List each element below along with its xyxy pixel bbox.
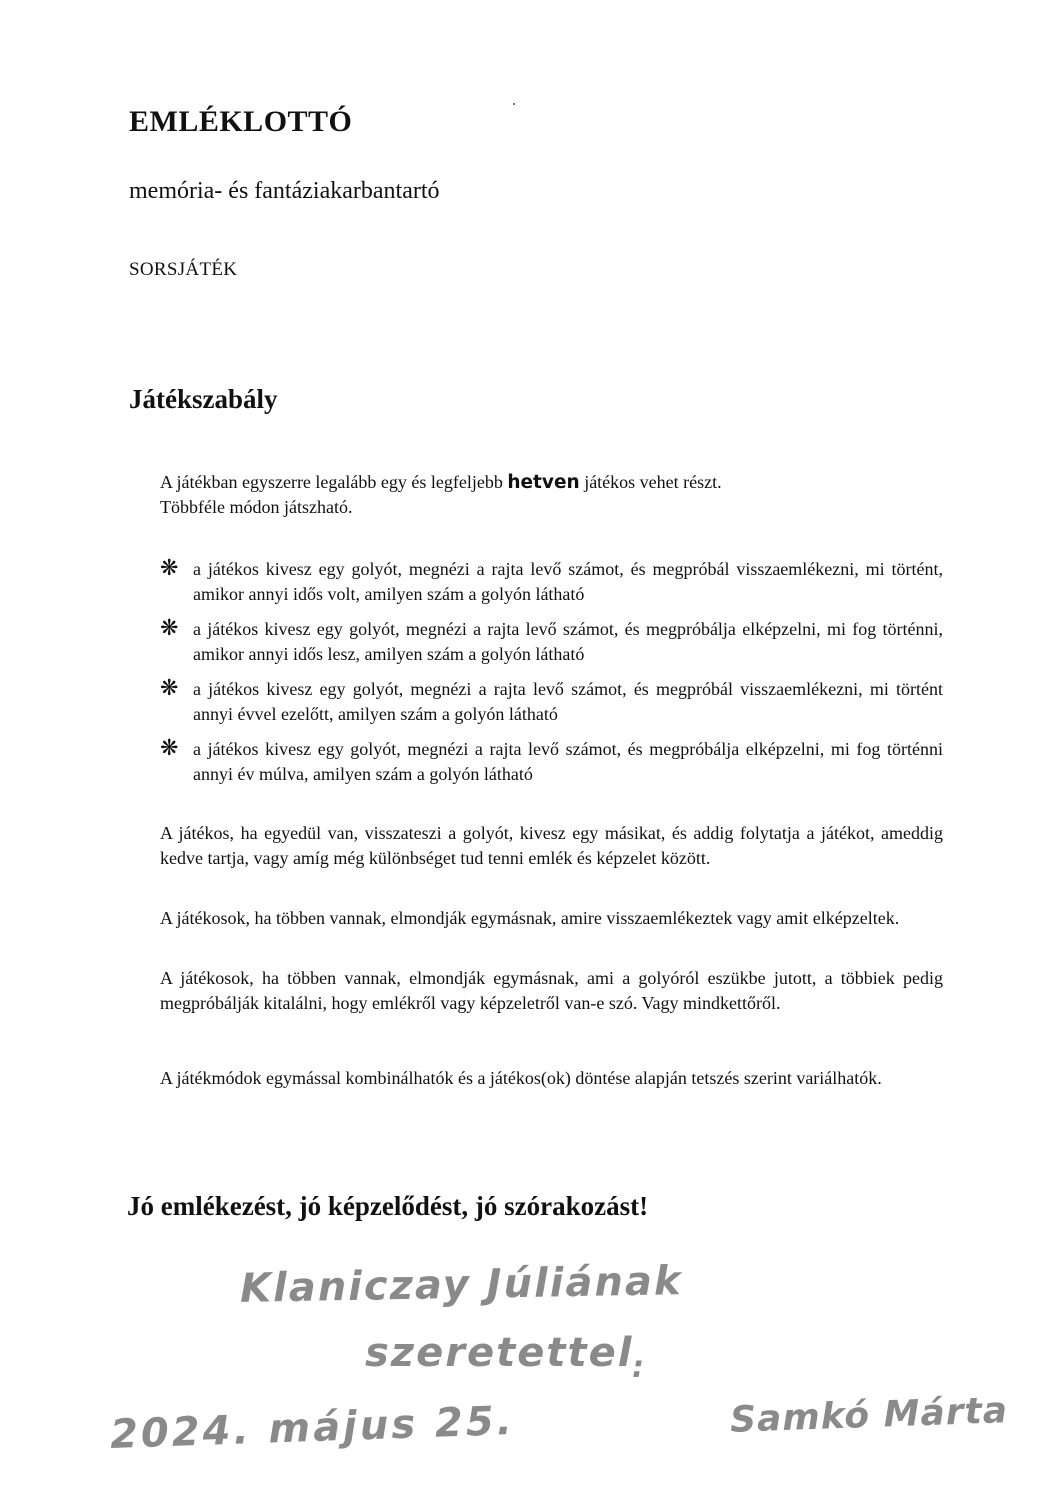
document-subtitle: memória- és fantáziakarbantartó [129, 178, 440, 204]
intro-paragraph [160, 470, 943, 520]
handwritten-date: 2024. május 25. [109, 1397, 516, 1459]
paragraph-solo-play: A játékos, ha egyedül van, visszateszi a golyót, kivesz egy másikat, és addig folytatja a játékot, ameddig kedve tartja, vagy amíg még különbséget tud tenni emlék és képzelet között. [160, 823, 943, 868]
document-title: EMLÉKLOTTÓ [129, 105, 353, 138]
intro-line-2: Többféle módon játszható. [160, 497, 353, 517]
speck [513, 103, 515, 105]
handwritten-dedication: Klaniczay Júliának [239, 1258, 683, 1312]
asterisk-bullet-icon: ❋ [160, 736, 179, 761]
paragraph-group-share: A játékosok, ha többen vannak, elmondják egymásnak, amire visszaemlékeztek vagy amit elképzeltek. [160, 908, 900, 928]
paragraph-group-guess: A játékosok, ha többen vannak, elmondják egymásnak, ami a golyóról eszükbe jutott, a többiek pedig megpróbálják kitalálni, hogy emlékről vagy képzeletről van-e szó. Vagy mindkettőről. [160, 968, 943, 1013]
handwritten-love: szeretettel [365, 1330, 634, 1376]
intro-text-end: játékos vehet részt. [579, 472, 722, 492]
mode-text: a játékos kivesz egy golyót, megnézi a rajta levő számot, és megpróbál visszaemlékezni, mi történt, amikor annyi idős volt, amilyen szám a golyón látható [193, 559, 943, 604]
asterisk-bullet-icon: ❋ [160, 616, 179, 641]
intro-emphasis: hetven [507, 472, 580, 493]
handwritten-signature: Samkó Márta [729, 1390, 1009, 1441]
handwritten-colon: : [632, 1350, 644, 1385]
asterisk-bullet-icon: ❋ [160, 556, 179, 581]
asterisk-bullet-icon: ❋ [160, 676, 179, 701]
game-kind: SORSJÁTÉK [129, 259, 238, 280]
mode-text: a játékos kivesz egy golyót, megnézi a rajta levő számot, és megpróbál visszaemlékezni, mi történt annyi évvel ezelőtt, amilyen szám a golyón látható [193, 679, 943, 724]
closing-wish: Jó emlékezést, jó képzelődést, jó szórakozást! [127, 1191, 649, 1221]
rules-heading: Játékszabály [129, 384, 278, 414]
mode-text: a játékos kivesz egy golyót, megnézi a rajta levő számot, és megpróbálja elképzelni, mi fog történni, amikor annyi idős lesz, amilyen szám a golyón látható [193, 619, 943, 664]
mode-text: a játékos kivesz egy golyót, megnézi a rajta levő számot, és megpróbálja elképzelni, mi fog történni annyi év múlva, amilyen szám a golyón látható [193, 739, 943, 784]
paragraph-combinations: A játékmódok egymással kombinálhatók és a játékos(ok) döntése alapján tetszés szerint variálhatók. [160, 1068, 882, 1088]
intro-text: A játékban egyszerre legalább egy és legfeljebb [160, 472, 508, 492]
